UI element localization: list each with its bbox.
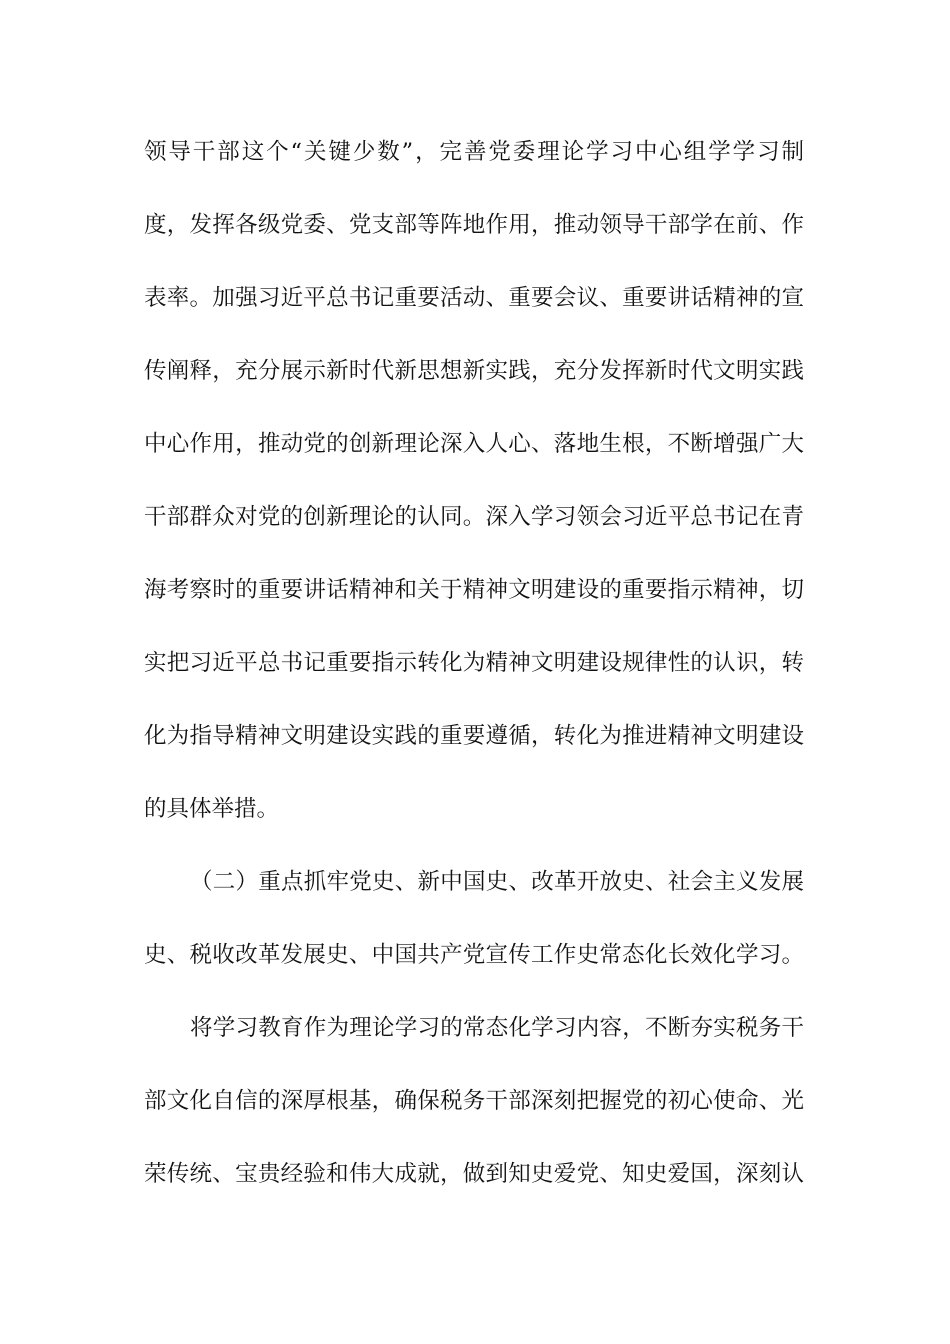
paragraph-line: 中心作用，推动党的创新理论深入人心、落地生根，不断增强广大 (144, 431, 804, 457)
paragraph-line: 荣传统、宝贵经验和伟大成就，做到知史爱党、知史爱国，深刻认 (144, 1161, 804, 1187)
paragraph-line: 化为指导精神文明建设实践的重要遵循，转化为推进精神文明建设 (144, 723, 804, 749)
section-heading-line: 史、税收改革发展史、中国共产党宣传工作史常态化长效化学习。 (144, 942, 804, 968)
section-heading-line: （二）重点抓牢党史、新中国史、改革开放史、社会主义发展 (190, 869, 804, 895)
paragraph-line: 的具体举措。 (144, 796, 280, 822)
paragraph-line: 度，发挥各级党委、党支部等阵地作用，推动领导干部学在前、作 (144, 212, 804, 238)
paragraph-line: 海考察时的重要讲话精神和关于精神文明建设的重要指示精神，切 (144, 577, 804, 603)
paragraph-line: 领导干部这个“关键少数”，完善党委理论学习中心组学学习制 (144, 139, 804, 165)
paragraph-line: 将学习教育作为理论学习的常态化学习内容，不断夯实税务干 (190, 1015, 804, 1041)
paragraph-line: 传阐释，充分展示新时代新思想新实践，充分发挥新时代文明实践 (144, 358, 804, 384)
paragraph-line: 表率。加强习近平总书记重要活动、重要会议、重要讲话精神的宣 (144, 285, 804, 311)
paragraph-line: 干部群众对党的创新理论的认同。深入学习领会习近平总书记在青 (144, 504, 804, 530)
paragraph-line: 实把习近平总书记重要指示转化为精神文明建设规律性的认识，转 (144, 650, 804, 676)
paragraph-line: 部文化自信的深厚根基，确保税务干部深刻把握党的初心使命、光 (144, 1088, 804, 1114)
